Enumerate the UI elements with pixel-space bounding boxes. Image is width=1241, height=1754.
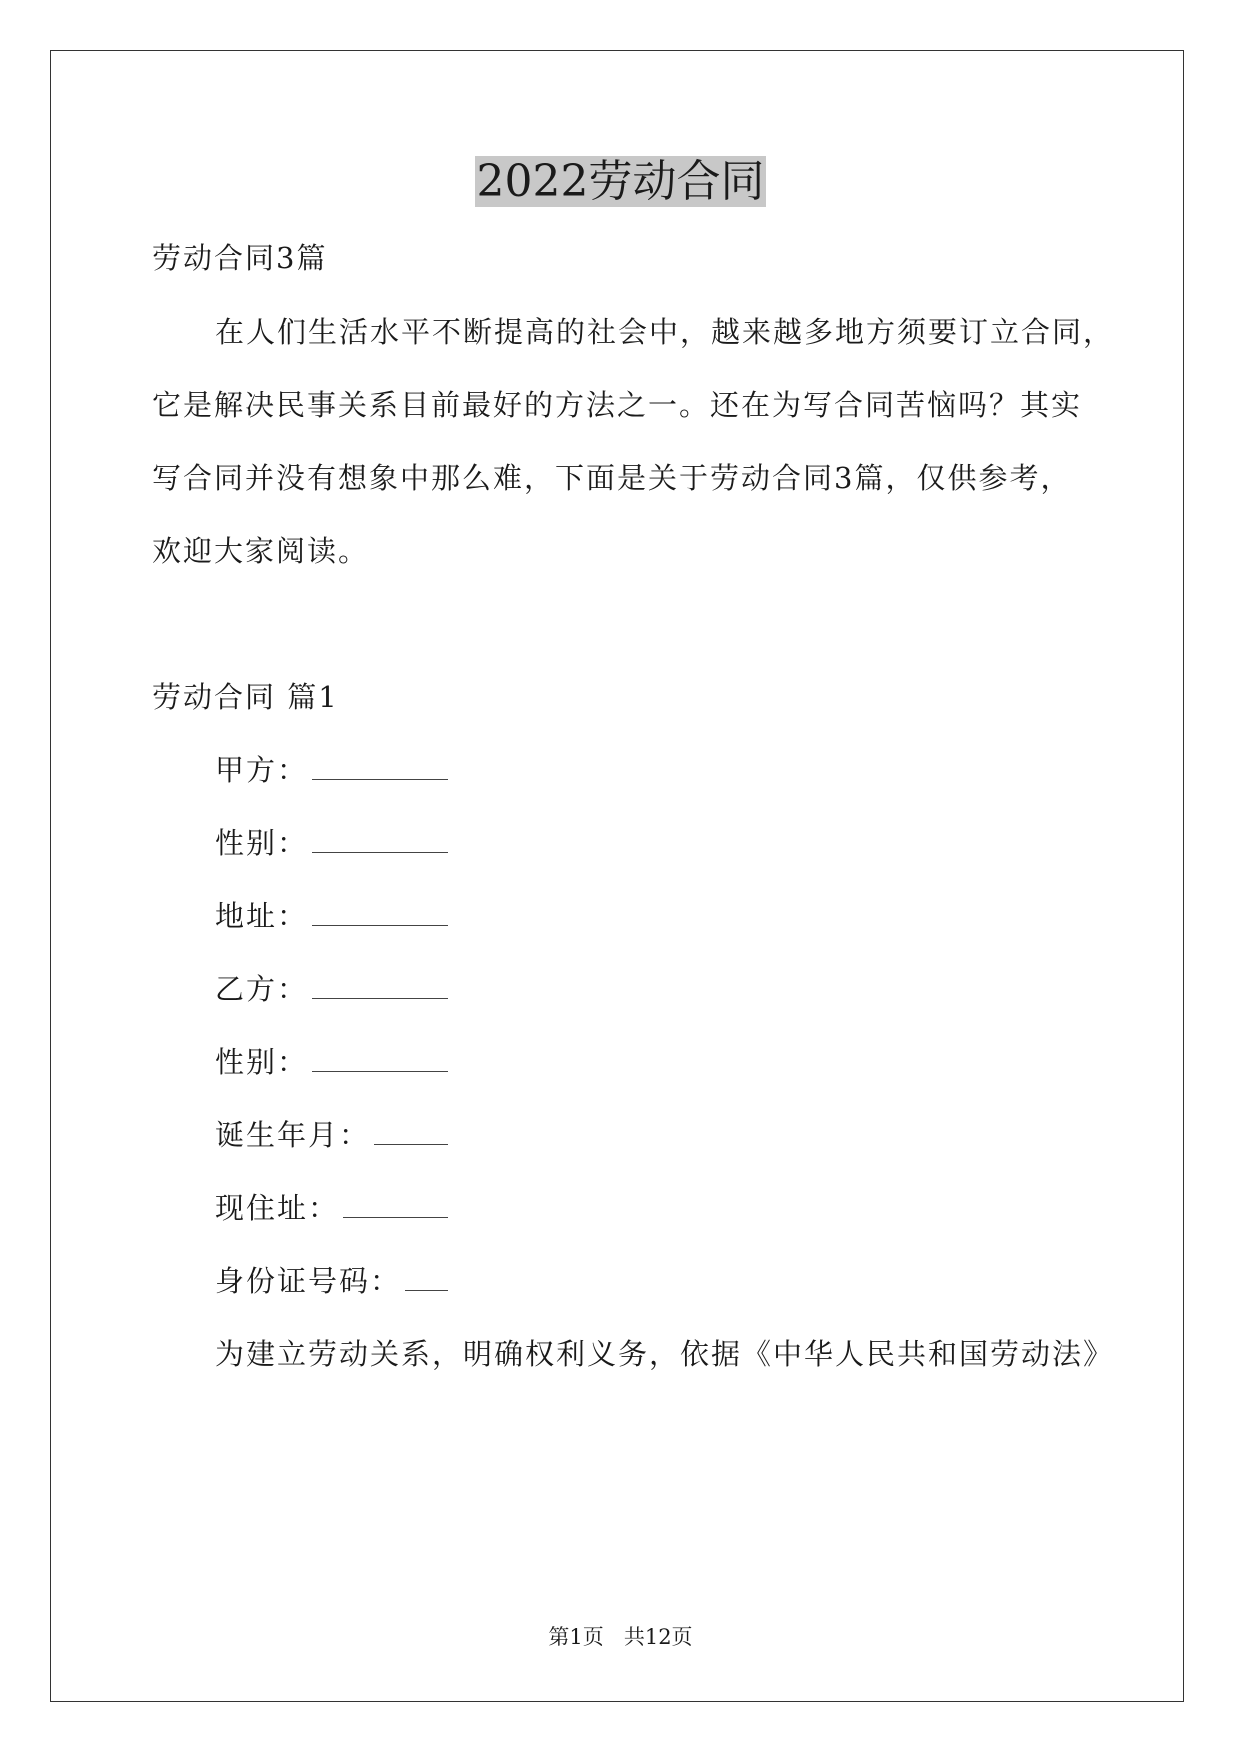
page-number: 第1页 [548, 1625, 604, 1649]
blank-line [343, 1191, 448, 1218]
blank-line [312, 826, 448, 853]
intro-line-2: 它是解决民事关系目前最好的方法之一。还在为写合同苦恼吗？其实 [152, 388, 1083, 422]
blank-line [405, 1264, 448, 1291]
page-border [50, 50, 1184, 1702]
blank-line [312, 753, 448, 780]
field-label: 现住址： [215, 1191, 340, 1225]
field-party-a [215, 750, 448, 790]
page-total: 共12页 [623, 1625, 693, 1649]
field-address-a [215, 896, 448, 936]
document-title [0, 152, 1241, 212]
document-heading: 劳动合同3篇 [152, 241, 328, 275]
field-label: 身份证号码： [215, 1264, 402, 1298]
page-footer [0, 1622, 1241, 1652]
field-label: 乙方： [215, 972, 309, 1006]
field-label: 地址： [215, 899, 309, 933]
field-gender-a [215, 823, 448, 863]
blank-line [312, 1045, 448, 1072]
field-current-address [215, 1188, 448, 1228]
field-label: 性别： [215, 1045, 309, 1079]
section-title: 劳动合同 篇1 [152, 680, 339, 714]
field-label: 甲方： [215, 753, 309, 787]
field-gender-b [215, 1042, 448, 1082]
document-title-text: 2022劳动合同 [476, 156, 765, 207]
intro-line-4: 欢迎大家阅读。 [152, 534, 370, 568]
field-label: 诞生年月： [215, 1118, 371, 1152]
blank-line [312, 899, 448, 926]
field-birth-date [215, 1115, 448, 1155]
blank-line [374, 1118, 448, 1145]
field-label: 性别： [215, 826, 309, 860]
field-id-number [215, 1261, 448, 1301]
closing-line: 为建立劳动关系，明确权利义务，依据《中华人民共和国劳动法》 [215, 1337, 1115, 1371]
field-party-b [215, 969, 448, 1009]
intro-line-3: 写合同并没有想象中那么难，下面是关于劳动合同3篇，仅供参考， [152, 461, 1072, 495]
blank-line [312, 972, 448, 999]
intro-line-1: 在人们生活水平不断提高的社会中，越来越多地方须要订立合同， [215, 315, 1115, 349]
